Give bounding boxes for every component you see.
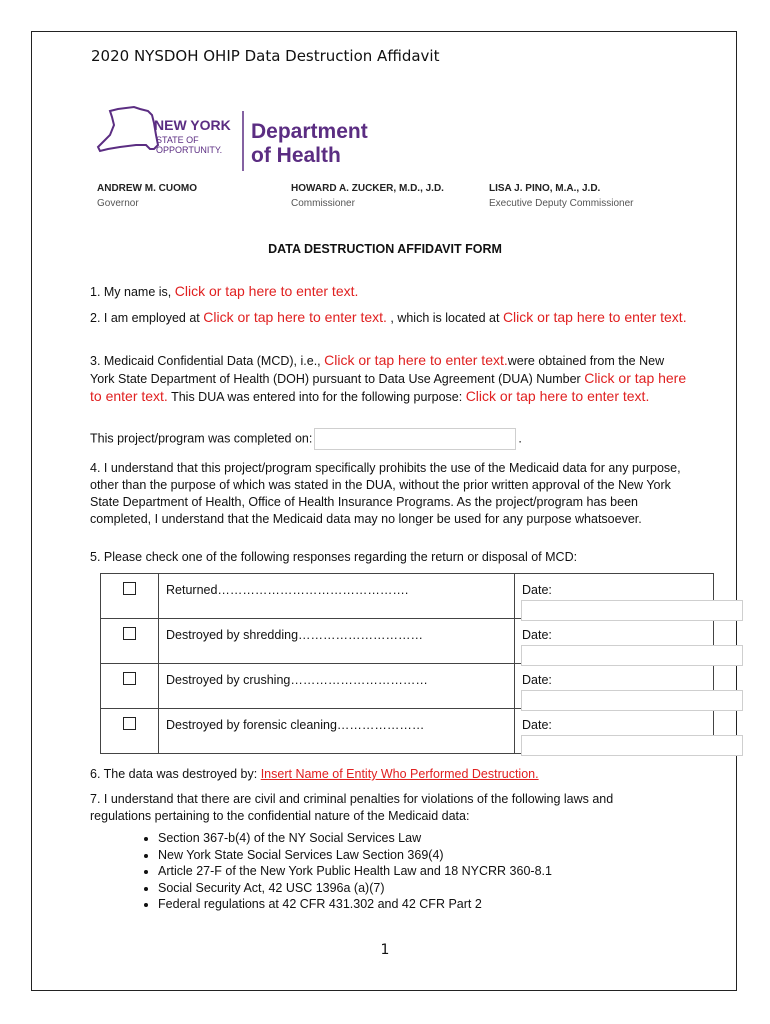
- official-role: Governor: [97, 198, 139, 209]
- returned-checkbox[interactable]: [123, 582, 136, 595]
- response-table: [100, 573, 714, 754]
- purpose-field[interactable]: Click or tap here to enter text.: [465, 388, 650, 404]
- response-label: Destroyed by forensic cleaning…………………: [159, 709, 515, 754]
- item-3-label: 3. Medicaid Confidential Data (MCD), i.e.,: [90, 354, 325, 368]
- table-row: [101, 619, 714, 664]
- forensic-checkbox[interactable]: [123, 717, 136, 730]
- table-row: [101, 709, 714, 754]
- item-6: [90, 766, 690, 783]
- date-label: Date:: [522, 718, 552, 732]
- official-name: ANDREW M. CUOMO: [97, 183, 197, 194]
- item-5: 5. Please check one of the following responses regarding the return or disposal of MCD:: [90, 550, 578, 564]
- item-3: [90, 352, 690, 406]
- shredding-checkbox[interactable]: [123, 627, 136, 640]
- item-3-purpose-label: This DUA was entered into for the following purpose:: [167, 390, 466, 404]
- response-label: Returned……………………………………….: [159, 574, 515, 619]
- completed-end: .: [518, 431, 522, 446]
- logo-dept2: of Health: [251, 144, 341, 167]
- item-7: 7. I understand that there are civil and criminal penalties for violations of the following laws and regulations pertaining to the confidential nature of the Medicaid data:: [90, 792, 614, 823]
- official-deputy: [489, 181, 634, 211]
- date-label: Date:: [522, 628, 552, 642]
- list-item: • Section 367-b(4) of the NY Social Services Law: [158, 830, 552, 847]
- list-item: • Article 27-F of the New York Public Health Law and 18 NYCRR 360-8.1: [158, 863, 552, 880]
- list-item: • Social Security Act, 42 USC 1396a (a)(7): [158, 880, 552, 897]
- logo-line3: OPPORTUNITY.: [156, 145, 223, 155]
- item-2-label: 2. I am employed at: [90, 311, 204, 325]
- completed-row: [90, 428, 690, 450]
- item-1-label: 1. My name is,: [90, 285, 175, 299]
- list-item: • Federal regulations at 42 CFR 431.302 and 42 CFR Part 2: [158, 896, 552, 913]
- response-label: Destroyed by crushing……………………………: [159, 664, 515, 709]
- official-commissioner: [291, 181, 444, 211]
- item-6-label: 6. The data was destroyed by:: [90, 767, 261, 781]
- completed-label: This project/program was completed on:: [90, 431, 313, 446]
- official-name: HOWARD A. ZUCKER, M.D., J.D.: [291, 183, 444, 194]
- item-3-text: were obtained from the New York State Department of Health (DOH) pursuant to Data Use Agreement (DUA) Number: [90, 354, 665, 386]
- document-title: 2020 NYSDOH OHIP Data Destruction Affidavit: [91, 47, 440, 65]
- dua-number-field[interactable]: Click or tap here to enter text.: [90, 370, 687, 404]
- page-number: 1: [380, 942, 390, 958]
- ny-state-outline-icon: [98, 107, 158, 151]
- date-label: Date:: [522, 673, 552, 687]
- item-2: [90, 309, 690, 327]
- logo-dept1: Department: [251, 120, 368, 143]
- completed-date-input[interactable]: [314, 428, 516, 450]
- destroyer-field[interactable]: Insert Name of Entity Who Performed Destruction.: [260, 767, 539, 781]
- location-field[interactable]: Click or tap here to enter text.: [502, 309, 687, 325]
- logo-line1: NEW YORK: [154, 117, 231, 133]
- table-row: [101, 574, 714, 619]
- employer-field[interactable]: Click or tap here to enter text.: [203, 309, 387, 325]
- official-governor: [97, 181, 197, 211]
- forensic-date-input[interactable]: [521, 735, 743, 756]
- laws-list: [110, 830, 552, 913]
- form-title: DATA DESTRUCTION AFFIDAVIT FORM: [268, 242, 502, 256]
- item-4: 4. I understand that this project/program specifically prohibits the use of the Medicaid data for any purpose, other than the purpose of which was stated in the DUA, without the prior written approval of the New York State Department of Health, Office of Health Insurance Programs. As the project/program has been completed, I understand that the Medicaid data may no longer be used for any purpose whatsoever.: [90, 461, 681, 526]
- logo-line2: STATE OF: [156, 135, 199, 145]
- date-label: Date:: [522, 583, 552, 597]
- table-row: [101, 664, 714, 709]
- item-1: [90, 283, 690, 301]
- nysdoh-logo: [96, 105, 386, 180]
- list-item: • New York State Social Services Law Section 369(4): [158, 847, 552, 864]
- official-name: LISA J. PINO, M.A., J.D.: [489, 183, 601, 194]
- response-label: Destroyed by shredding…………………………: [159, 619, 515, 664]
- official-role: Executive Deputy Commissioner: [489, 198, 634, 209]
- item-2-mid: , which is located at: [386, 311, 503, 325]
- mcd-field[interactable]: Click or tap here to enter text.: [324, 352, 508, 368]
- official-role: Commissioner: [291, 198, 355, 209]
- crushing-checkbox[interactable]: [123, 672, 136, 685]
- name-field[interactable]: Click or tap here to enter text.: [174, 283, 359, 299]
